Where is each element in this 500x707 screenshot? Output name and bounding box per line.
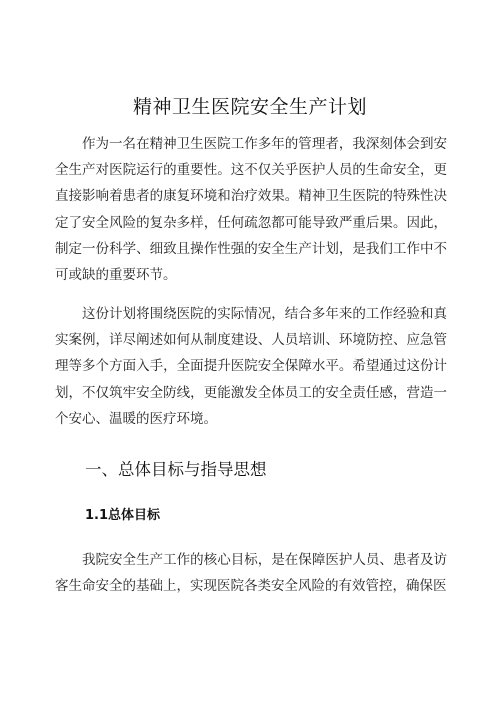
section-paragraph: 我院安全生产工作的核心目标，是在保障医护人员、患者及访客生命安全的基础上，实现医院各类安全风险的有效管控，确保医: [55, 552, 447, 595]
intro-paragraph-1: 作为一名在精神卫生医院工作多年的管理者，我深刻体会到安全生产对医院运行的重要性。这不仅关乎医护人员的生命安全，更直接影响着患者的康复环境和治疗效果。精神卫生医院的特殊性决定了安全风险的复杂多样，任何疏忽都可能导致严重后果。因此，制定一份科学、细致且操作性强的安全生产计划，是我们工作中不可或缺的重要环节。: [55, 136, 447, 284]
document-title: 精神卫生医院安全生产计划: [132, 96, 367, 118]
section-heading: 一、总体目标与指导思想: [85, 460, 267, 479]
intro-paragraph-2: 这份计划将围绕医院的实际情况，结合多年来的工作经验和真实案例，详尽阐述如何从制度建设、人员培训、环境防控、应急管理等多个方面入手，全面提升医院安全保障水平。希望通过这份计划，不仅筑牢安全防线，更能激发全体员工的安全责任感，营造一个安心、温暖的医疗环境。: [55, 306, 447, 427]
subsection-heading: 1.1总体目标: [85, 508, 161, 523]
